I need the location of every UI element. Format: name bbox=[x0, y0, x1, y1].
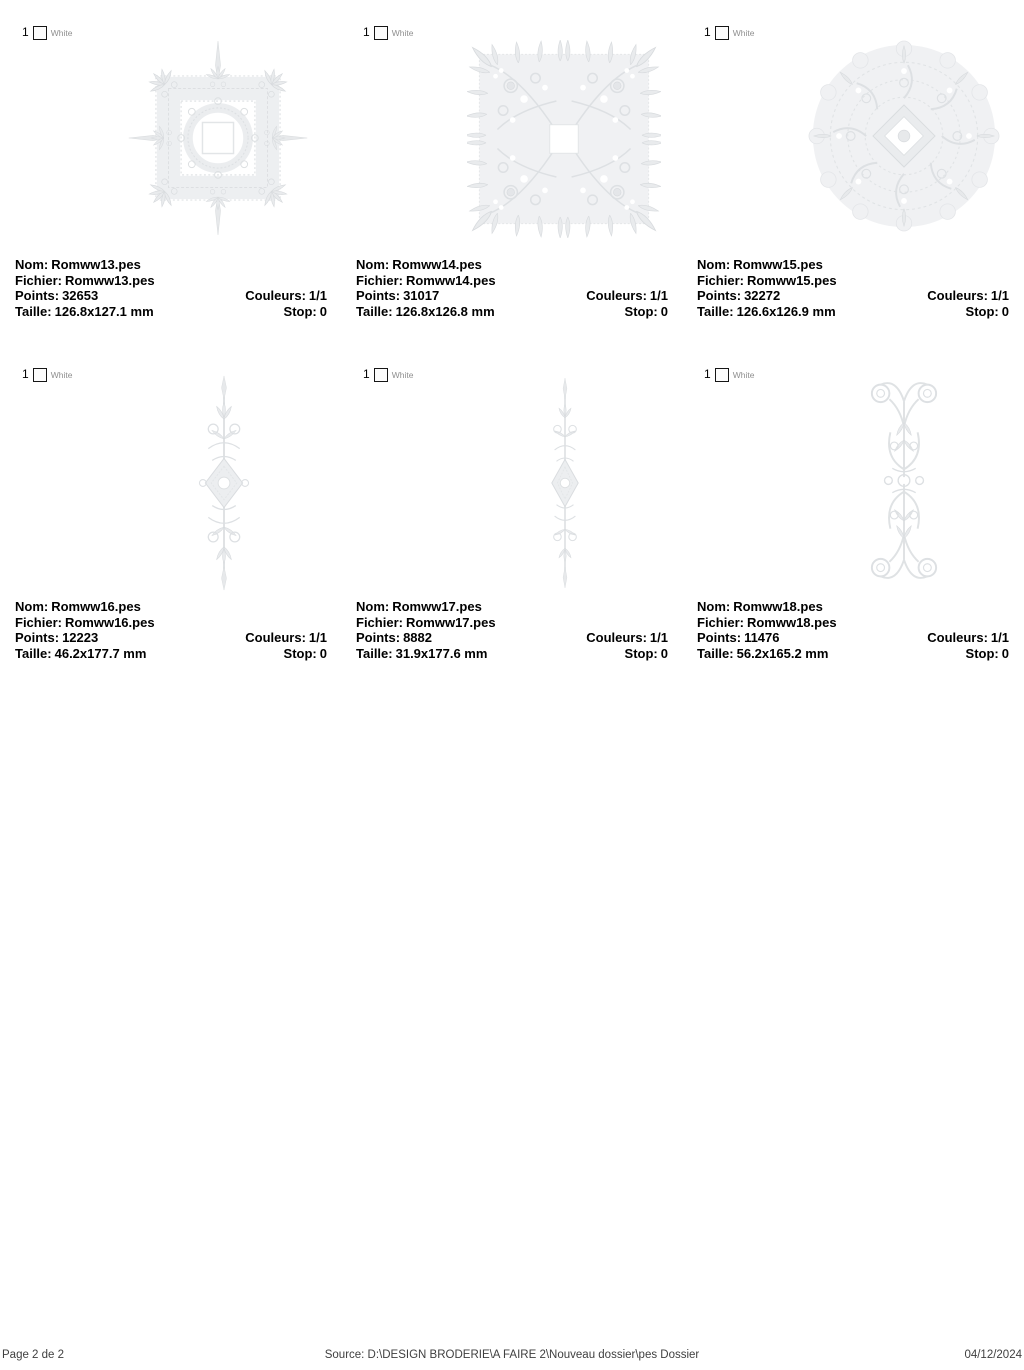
thread-color-label: White bbox=[732, 27, 755, 38]
stop-count: 0 bbox=[1001, 646, 1009, 662]
thread-legend bbox=[363, 25, 413, 40]
thread-sequence-number: 1 bbox=[363, 367, 370, 381]
design-name: Romww15.pes bbox=[733, 257, 823, 272]
color-count: 1/1 bbox=[649, 630, 668, 646]
thread-legend bbox=[22, 367, 72, 382]
stitch-count: 11476 bbox=[744, 630, 780, 646]
info-line-nom: Nom: Romww17.pes bbox=[356, 599, 482, 614]
design-file: Romww15.pes bbox=[746, 272, 837, 288]
design-file: Romww13.pes bbox=[64, 272, 155, 288]
info-line-nom: Nom: Romww16.pes bbox=[15, 599, 141, 614]
thread-color-label: White bbox=[391, 369, 414, 380]
stitch-count: 31017 bbox=[403, 288, 440, 304]
design-name: Romww17.pes bbox=[392, 599, 482, 614]
thread-sequence-number: 1 bbox=[363, 25, 370, 39]
info-line-points: Points: 12223 bbox=[15, 630, 99, 646]
design-size: 31.9x177.6 mm bbox=[395, 646, 488, 662]
page-number: Page 2 de 2 bbox=[2, 1349, 65, 1361]
info-line-nom: Nom: Romww14.pes bbox=[356, 257, 482, 272]
thread-sequence-number: 1 bbox=[704, 25, 711, 39]
stitch-count: 8882 bbox=[403, 630, 432, 646]
design-info bbox=[697, 599, 1009, 662]
thread-legend bbox=[704, 367, 754, 382]
color-count: 1/1 bbox=[990, 288, 1009, 304]
design-preview bbox=[548, 374, 582, 592]
design-cell-romww14 bbox=[341, 0, 682, 335]
info-line-stop: Stop: 0 bbox=[624, 646, 668, 662]
design-name: Romww16.pes bbox=[51, 599, 141, 614]
design-file: Romww16.pes bbox=[64, 614, 155, 630]
embroidery-design-icon bbox=[196, 374, 252, 592]
info-line-fichier: Fichier: Romww18.pes bbox=[697, 614, 837, 630]
thread-color-swatch bbox=[374, 368, 388, 382]
info-line-fichier: Fichier: Romww15.pes bbox=[697, 272, 837, 288]
info-line-taille: Taille: 46.2x177.7 mm bbox=[15, 646, 147, 662]
design-file: Romww14.pes bbox=[405, 272, 496, 288]
design-cell-romww17 bbox=[341, 342, 682, 677]
stitch-count: 32653 bbox=[62, 288, 99, 304]
design-cell-romww13 bbox=[0, 0, 341, 335]
stop-count: 0 bbox=[1001, 304, 1009, 320]
info-line-nom: Nom: Romww18.pes bbox=[697, 599, 823, 614]
design-file: Romww18.pes bbox=[746, 614, 837, 630]
design-file: Romww17.pes bbox=[405, 614, 496, 630]
thread-color-label: White bbox=[50, 27, 73, 38]
design-info bbox=[356, 599, 668, 662]
design-info bbox=[356, 257, 668, 320]
source-path: Source: D:\DESIGN BRODERIE\A FAIRE 2\Nouveau dossier\pes Dossier bbox=[324, 1349, 700, 1361]
info-line-stop: Stop: 0 bbox=[624, 304, 668, 320]
stop-count: 0 bbox=[660, 304, 668, 320]
design-preview bbox=[804, 40, 1004, 232]
design-name: Romww18.pes bbox=[733, 599, 823, 614]
thread-sequence-number: 1 bbox=[704, 367, 711, 381]
thread-color-swatch bbox=[715, 26, 729, 40]
print-date: 04/12/2024 bbox=[964, 1349, 1022, 1361]
info-line-nom: Nom: Romww13.pes bbox=[15, 257, 141, 272]
color-count: 1/1 bbox=[649, 288, 668, 304]
info-line-couleurs: Couleurs: 1/1 bbox=[586, 630, 668, 646]
thread-sequence-number: 1 bbox=[22, 25, 29, 39]
thread-color-label: White bbox=[732, 369, 755, 380]
embroidery-design-icon bbox=[124, 40, 312, 236]
info-line-points: Points: 11476 bbox=[697, 630, 780, 646]
embroidery-design-icon bbox=[548, 374, 582, 592]
info-line-couleurs: Couleurs: 1/1 bbox=[927, 288, 1009, 304]
design-size: 56.2x165.2 mm bbox=[736, 646, 829, 662]
design-name: Romww13.pes bbox=[51, 257, 141, 272]
info-line-points: Points: 32272 bbox=[697, 288, 781, 304]
info-line-couleurs: Couleurs: 1/1 bbox=[927, 630, 1009, 646]
thread-legend bbox=[704, 25, 754, 40]
design-cell-romww16 bbox=[0, 342, 341, 677]
design-cell-romww18 bbox=[682, 342, 1023, 677]
embroidery-design-icon bbox=[804, 40, 1004, 232]
info-line-couleurs: Couleurs: 1/1 bbox=[245, 630, 327, 646]
design-size: 46.2x177.7 mm bbox=[54, 646, 147, 662]
thread-legend bbox=[22, 25, 72, 40]
design-info-right bbox=[927, 288, 1009, 319]
color-count: 1/1 bbox=[308, 630, 327, 646]
thread-color-label: White bbox=[391, 27, 414, 38]
info-line-taille: Taille: 31.9x177.6 mm bbox=[356, 646, 488, 662]
design-info-right bbox=[245, 630, 327, 661]
info-line-fichier: Fichier: Romww14.pes bbox=[356, 272, 496, 288]
info-line-taille: Taille: 126.6x126.9 mm bbox=[697, 304, 836, 320]
design-cell-romww15 bbox=[682, 0, 1023, 335]
design-info-right bbox=[586, 288, 668, 319]
design-info bbox=[15, 257, 327, 320]
thread-color-swatch bbox=[715, 368, 729, 382]
stitch-count: 12223 bbox=[62, 630, 99, 646]
info-line-fichier: Fichier: Romww16.pes bbox=[15, 614, 155, 630]
design-name: Romww14.pes bbox=[392, 257, 482, 272]
design-preview bbox=[467, 40, 661, 238]
thread-legend bbox=[363, 367, 413, 382]
design-preview bbox=[124, 40, 312, 236]
info-line-points: Points: 8882 bbox=[356, 630, 432, 646]
info-line-points: Points: 32653 bbox=[15, 288, 99, 304]
info-line-stop: Stop: 0 bbox=[965, 646, 1009, 662]
design-size: 126.8x126.8 mm bbox=[395, 304, 495, 320]
thread-color-label: White bbox=[50, 369, 73, 380]
stop-count: 0 bbox=[319, 646, 327, 662]
info-line-fichier: Fichier: Romww13.pes bbox=[15, 272, 155, 288]
info-line-couleurs: Couleurs: 1/1 bbox=[586, 288, 668, 304]
info-line-nom: Nom: Romww15.pes bbox=[697, 257, 823, 272]
embroidery-design-icon bbox=[467, 40, 661, 238]
stitch-count: 32272 bbox=[744, 288, 781, 304]
page-footer bbox=[0, 1349, 1024, 1365]
info-line-points: Points: 31017 bbox=[356, 288, 440, 304]
info-line-taille: Taille: 126.8x126.8 mm bbox=[356, 304, 495, 320]
design-preview bbox=[867, 373, 941, 588]
thread-color-swatch bbox=[33, 26, 47, 40]
info-line-stop: Stop: 0 bbox=[283, 646, 327, 662]
info-line-couleurs: Couleurs: 1/1 bbox=[245, 288, 327, 304]
color-count: 1/1 bbox=[308, 288, 327, 304]
design-info bbox=[15, 599, 327, 662]
design-info-right bbox=[927, 630, 1009, 661]
stop-count: 0 bbox=[319, 304, 327, 320]
info-line-stop: Stop: 0 bbox=[283, 304, 327, 320]
design-info bbox=[697, 257, 1009, 320]
design-size: 126.8x127.1 mm bbox=[54, 304, 154, 320]
embroidery-design-icon bbox=[867, 373, 941, 588]
thread-color-swatch bbox=[374, 26, 388, 40]
color-count: 1/1 bbox=[990, 630, 1009, 646]
thread-color-swatch bbox=[33, 368, 47, 382]
info-line-taille: Taille: 126.8x127.1 mm bbox=[15, 304, 154, 320]
info-line-stop: Stop: 0 bbox=[965, 304, 1009, 320]
design-info-right bbox=[245, 288, 327, 319]
stop-count: 0 bbox=[660, 646, 668, 662]
design-info-right bbox=[586, 630, 668, 661]
info-line-taille: Taille: 56.2x165.2 mm bbox=[697, 646, 829, 662]
design-size: 126.6x126.9 mm bbox=[736, 304, 836, 320]
thread-sequence-number: 1 bbox=[22, 367, 29, 381]
design-preview bbox=[196, 374, 252, 592]
info-line-fichier: Fichier: Romww17.pes bbox=[356, 614, 496, 630]
